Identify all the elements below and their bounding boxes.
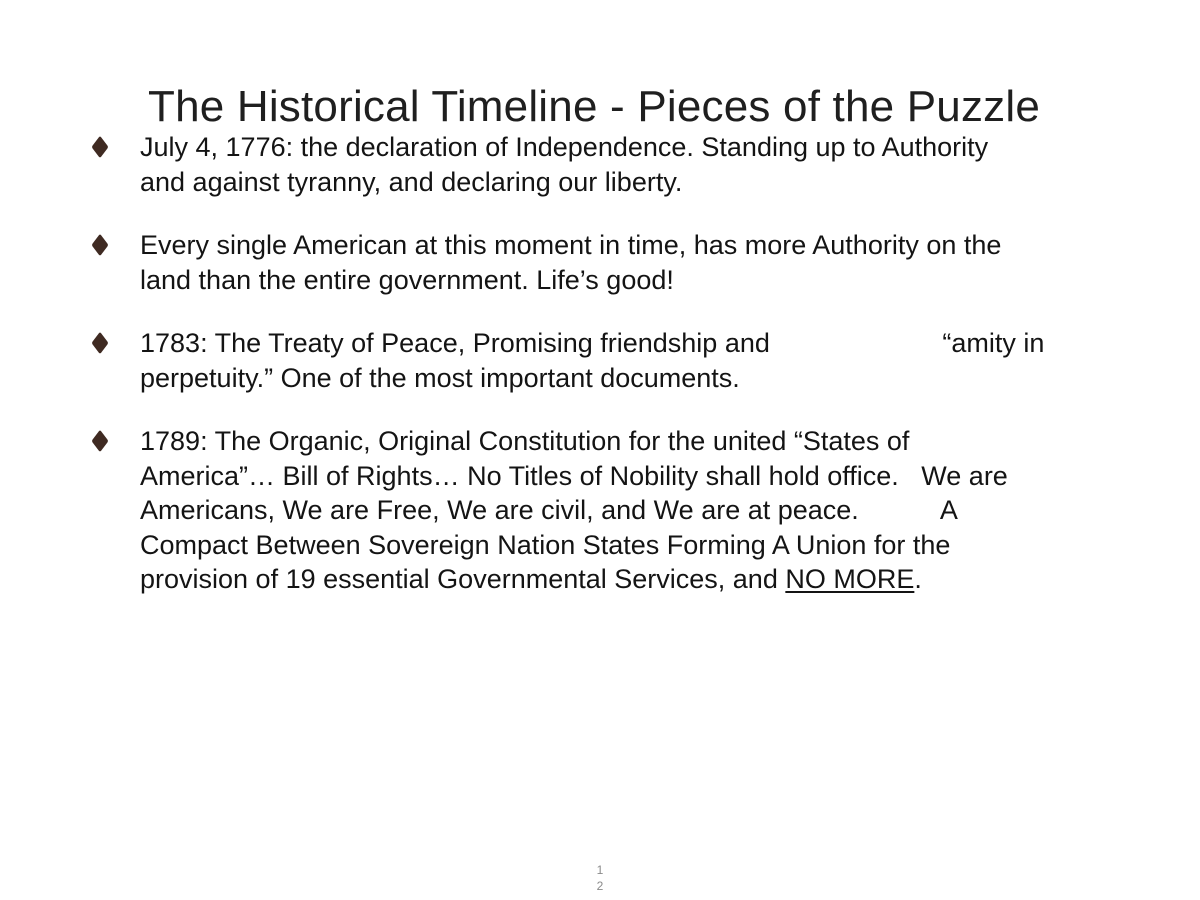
bullet-text: perpetuity.” One of the most important documents. [140,362,740,393]
bullet-text: Every single American at this moment in time, has more Authority on the [140,230,1002,260]
bullet-text: land than the entire government. Life’s good! [140,264,674,295]
bullet-text: 1789: The Organic, Original Constitution for the united “States of [140,426,910,456]
bullet-text: 1783: The Treaty of Peace, Promising friendship and “amity in [140,328,1045,358]
bullet-text: provision of 19 essential Governmental Services, and [140,564,786,594]
diamond-bullet-icon [91,136,108,159]
diamond-bullet-icon [91,332,108,355]
bullet-text: July 4, 1776: the declaration of Independence. Standing up to Authority [140,132,989,162]
bullet-text: . [914,564,922,594]
bullet-text: America”… Bill of Rights… No Titles of Nobility shall hold office. We are [140,460,1008,491]
bullet-text: and against tyranny, and declaring our liberty. [140,166,683,197]
page-number [590,862,610,894]
diamond-bullet-icon [91,430,108,453]
bullet-item-1789 [90,424,1100,597]
slide-title: The Historical Timeline - Pieces of the Puzzle [148,82,1040,131]
page-number-digit: 1 [596,863,604,877]
bullet-item-1776 [90,130,1100,199]
bullet-list [90,130,1100,626]
bullet-item-1783 [90,326,1100,395]
bullet-text: Compact Between Sovereign Nation States Forming A Union for the [140,529,951,560]
bullet-text: Americans, We are Free, We are civil, and We are at peace. A [140,495,958,525]
no-more-underlined-text: NO MORE [785,564,915,594]
page-number-digit: 2 [596,879,604,893]
diamond-bullet-icon [91,234,108,257]
bullet-item-authority [90,228,1100,297]
